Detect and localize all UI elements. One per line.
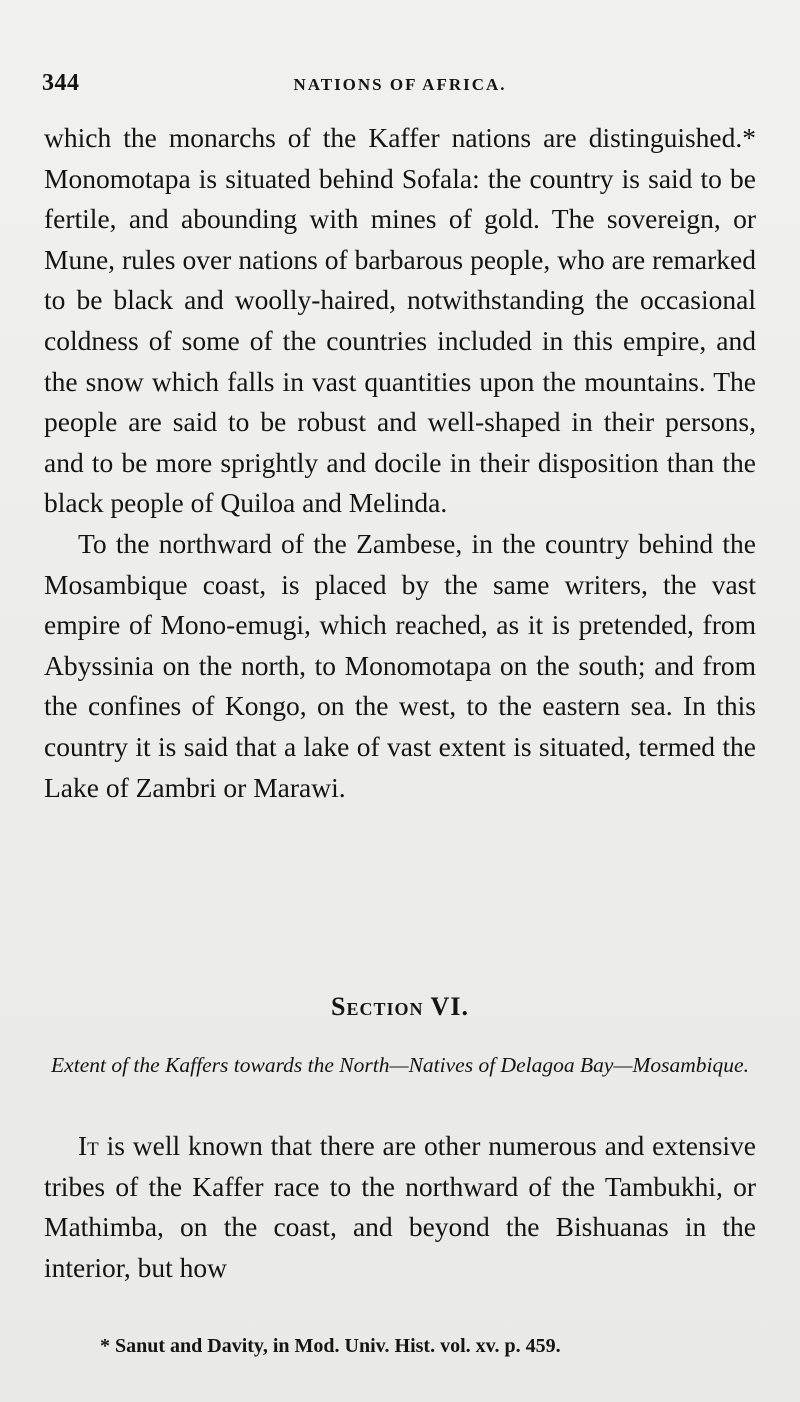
running-title: NATIONS OF AFRICA. <box>293 75 507 94</box>
section-heading: Section VI. <box>331 992 469 1021</box>
lead-word: It <box>78 1130 99 1161</box>
paragraph-kaffer-tribes-text: is well known that there are other numerous and extensive tribes of the Kaffer race to the northward of the Tambukhi, or Mathimba, on the coast, and beyond the Bishuanas in the interior, but how <box>44 1130 756 1283</box>
page-number: 344 <box>42 70 80 96</box>
paragraph-continued: which the monarchs of the Kaffer nations are distinguished.* Monomotapa is situated behind Sofala: the country is said to be fertile, and abounding with mines of gold. The sovereign, or Mune, rules over nations of barbarous people, who are remarked to be black and woolly-haired, notwithstanding the occasional coldness of some of the countries included in this empire, and the snow which falls in vast quantities upon the mountains. The people are said to be robust and well-shaped in their persons, and to be more sprightly and docile in their disposition than the black people of Quiloa and Melinda. <box>44 122 756 519</box>
main-text <box>44 118 756 808</box>
footnote: * Sanut and Davity, in Mod. Univ. Hist. vol. xv. p. 459. <box>100 1335 561 1357</box>
paragraph-zambese: To the northward of the Zambese, in the country behind the Mosambique coast, is placed by the same writers, the vast empire of Mono-emugi, which reached, as it is pretended, from Abyssinia on the north, to Monomotapa on the south; and from the confines of Kongo, on the west, to the eastern sea. In this country it is said that a lake of vast extent is situated, termed the Lake of Zambri or Marawi. <box>44 527 756 803</box>
section-text <box>44 1126 756 1288</box>
paragraph-kaffer-tribes <box>44 1126 756 1288</box>
section-subtitle: Extent of the Kaffers towards the North—Natives of Delagoa Bay—Mosambique. <box>51 1053 749 1077</box>
page-header <box>42 70 758 104</box>
